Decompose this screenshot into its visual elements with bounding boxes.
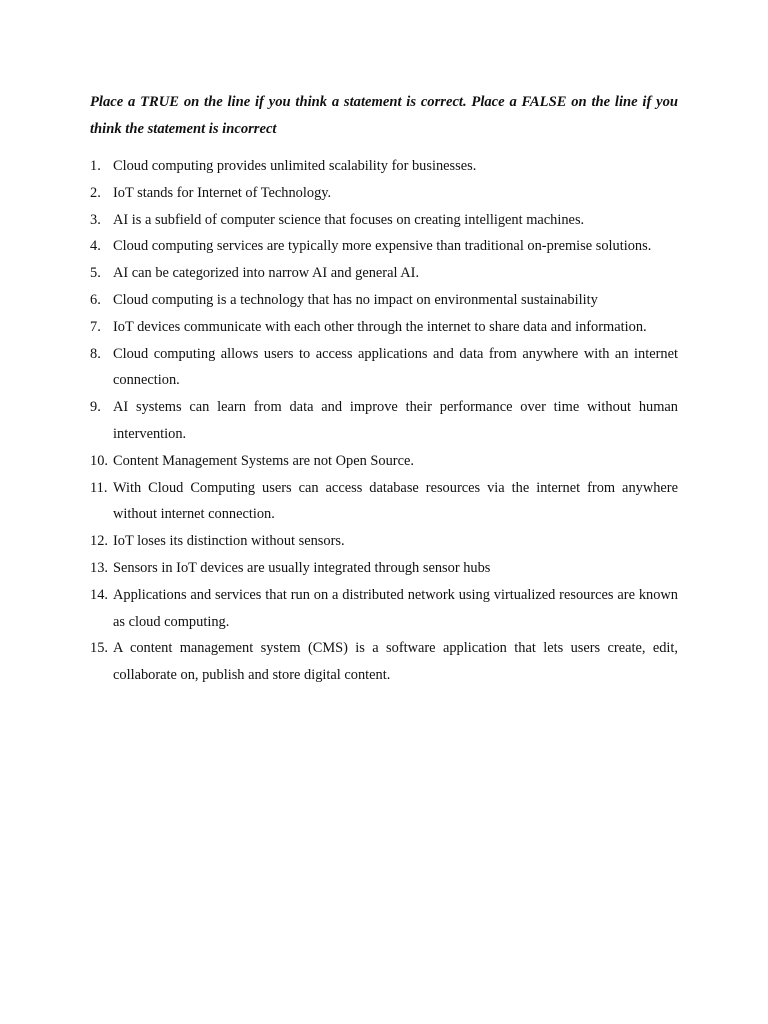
statement-item [90, 260, 678, 287]
statement-text: Cloud computing provides unlimited scalability for businesses. [113, 158, 477, 174]
statement-text: A content management system (CMS) is a software application that lets users create, edit, collaborate on, publish and store digital content. [113, 640, 678, 684]
statement-text: Cloud computing allows users to access applications and data from anywhere with an internet connection. [113, 345, 678, 389]
statement-number: 12. [90, 533, 108, 550]
statement-number: 4. [90, 238, 101, 255]
statement-item [90, 207, 678, 234]
statement-number: 11. [90, 479, 108, 496]
statement-text: With Cloud Computing users can access database resources via the internet from anywhere without internet connection. [113, 479, 678, 523]
statement-number: 8. [90, 345, 101, 362]
statement-number: 9. [90, 399, 101, 416]
statement-number: 3. [90, 211, 101, 228]
statement-item [90, 582, 678, 636]
statement-item [90, 287, 678, 314]
statement-item [90, 448, 678, 475]
statement-item [90, 475, 678, 529]
statement-text: AI can be categorized into narrow AI and general AI. [113, 265, 420, 282]
statement-text: Content Management Systems are not Open Source. [113, 452, 414, 469]
statement-list [90, 153, 678, 689]
statement-number: 13. [90, 559, 108, 576]
statement-number: 6. [90, 291, 101, 308]
statement-number: 15. [90, 640, 108, 657]
statement-item [90, 233, 678, 260]
instructions-text: Place a TRUE on the line if you think a statement is correct. Place a FALSE on the line if you think the statement is incorrect [90, 94, 678, 137]
statement-item [90, 180, 678, 207]
statement-text: IoT stands for Internet of Technology. [113, 184, 332, 201]
statement-text: Cloud computing is a technology that has no impact on environmental sustainability [113, 291, 598, 308]
statement-text: Applications and services that run on a distributed network using virtualized resources are known as cloud computing. [113, 586, 678, 630]
statement-number: 14. [90, 586, 108, 603]
statement-item [90, 153, 678, 180]
statement-number: 1. [90, 158, 101, 174]
statement-item [90, 341, 678, 395]
statement-text: Cloud computing services are typically more expensive than traditional on-premise solutions. [113, 238, 652, 255]
statement-text: AI systems can learn from data and improve their performance over time without human intervention. [113, 399, 678, 442]
statement-item [90, 635, 678, 689]
statement-text: AI is a subfield of computer science that focuses on creating intelligent machines. [113, 211, 585, 228]
statement-item [90, 555, 678, 582]
statement-item [90, 528, 678, 555]
statement-number: 10. [90, 452, 108, 469]
statement-text: Sensors in IoT devices are usually integrated through sensor hubs [113, 559, 491, 576]
statement-item [90, 394, 678, 448]
statement-text: IoT devices communicate with each other through the internet to share data and information. [113, 318, 647, 335]
statement-item [90, 314, 678, 341]
statement-number: 2. [90, 184, 101, 201]
statement-number: 5. [90, 265, 101, 282]
statement-number: 7. [90, 318, 101, 335]
statement-text: IoT loses its distinction without sensors. [113, 533, 345, 550]
